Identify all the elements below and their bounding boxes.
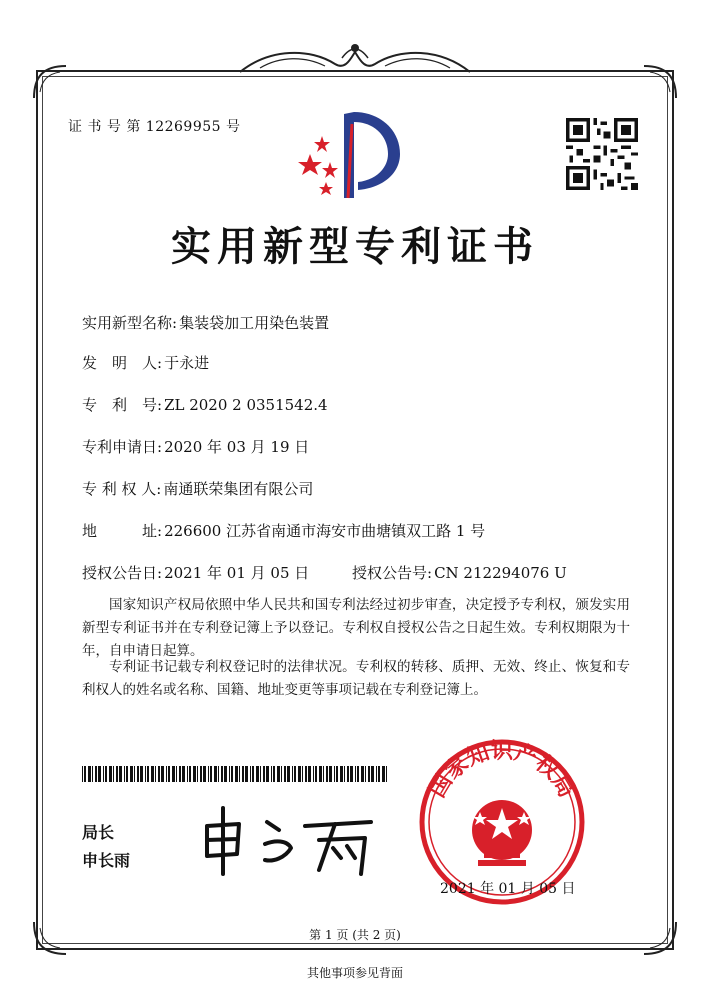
barcode-bar [355, 766, 356, 782]
field-label: 实用新型名称: [82, 314, 178, 332]
barcode-bar [82, 766, 83, 782]
barcode [82, 766, 390, 782]
field-label: 授权公告号: [352, 564, 433, 582]
barcode-bar [113, 766, 114, 782]
barcode-bar [214, 766, 217, 782]
barcode-bar [140, 766, 143, 782]
barcode-bar [323, 766, 324, 782]
barcode-bar [284, 766, 286, 782]
barcode-bar [179, 766, 181, 782]
barcode-bar [378, 766, 380, 782]
official-title: 局长 [82, 823, 115, 842]
barcode-bar [376, 766, 377, 782]
barcode-bar [252, 766, 254, 782]
field-value: 2020 年 03 月 19 日 [164, 438, 310, 456]
barcode-bar [357, 766, 359, 782]
barcode-bar [319, 766, 322, 782]
barcode-bar [134, 766, 135, 782]
barcode-bar [124, 766, 125, 782]
field-label: 地 址: [82, 522, 163, 540]
barcode-bar [371, 766, 374, 782]
field-label: 专 利 权 人: [82, 480, 162, 498]
barcode-bar [224, 766, 227, 782]
svg-text:国家知识产权局: 国家知识产权局 [425, 739, 579, 802]
field-value: 2021 年 01 月 05 日 [164, 564, 310, 582]
barcode-bar [292, 766, 293, 782]
page-number: 第 1 页 (共 2 页) [309, 928, 401, 942]
field-address [82, 520, 485, 541]
barcode-bar [116, 766, 118, 782]
patent-office-logo [296, 102, 416, 202]
barcode-bar [176, 766, 177, 782]
barcode-bar [200, 766, 202, 782]
field-value: 集装袋加工用染色装置 [179, 314, 330, 332]
footer-note: 其他事项参见背面 [306, 966, 403, 980]
barcode-bar [105, 766, 107, 782]
barcode-bar [109, 766, 112, 782]
barcode-bar [336, 766, 338, 782]
barcode-bar [315, 766, 317, 782]
field-announce-date [82, 562, 309, 583]
barcode-bar [308, 766, 311, 782]
field-inventor [82, 352, 209, 373]
seal-date: 2021 年 01 月 05 日 [440, 881, 576, 897]
barcode-bar [329, 766, 332, 782]
barcode-bar [166, 766, 167, 782]
barcode-bar [386, 766, 387, 782]
field-label: 授权公告日: [82, 564, 163, 582]
field-value: 于永进 [164, 354, 210, 372]
qr-code [566, 118, 638, 190]
barcode-bar [368, 766, 370, 782]
barcode-bar [229, 766, 230, 782]
barcode-bar [197, 766, 198, 782]
barcode-bar [266, 766, 269, 782]
barcode-bar [203, 766, 206, 782]
barcode-bar [250, 766, 251, 782]
barcode-bar [326, 766, 328, 782]
field-filing-date [82, 436, 309, 457]
barcode-bar [84, 766, 86, 782]
barcode-bar [158, 766, 160, 782]
field-value: 南通联荣集团有限公司 [163, 480, 314, 498]
barcode-bar [231, 766, 233, 782]
field-utility-name [82, 312, 329, 333]
corner-ornament-top-right [640, 62, 680, 102]
field-label: 专 利 号: [82, 396, 163, 414]
barcode-bar [151, 766, 154, 782]
field-label: 发 明 人: [82, 354, 163, 372]
barcode-bar [235, 766, 238, 782]
handwritten-signature [195, 800, 385, 880]
barcode-bar [298, 766, 301, 782]
barcode-bar [273, 766, 275, 782]
barcode-bar [350, 766, 353, 782]
barcode-bar [305, 766, 307, 782]
barcode-bar [260, 766, 261, 782]
barcode-bar [242, 766, 244, 782]
field-patent-number [82, 394, 328, 415]
barcode-bar [168, 766, 170, 782]
body-paragraph-2: 专利证书记载专利权登记时的法律状况。专利权的转移、质押、无效、终止、恢复和专利权人的姓名或名称、国籍、地址变更等事项记载在专利登记簿上。 [82, 659, 630, 698]
barcode-bar [98, 766, 101, 782]
barcode-bar [155, 766, 156, 782]
barcode-bar [187, 766, 188, 782]
barcode-bar [271, 766, 272, 782]
barcode-bar [189, 766, 191, 782]
barcode-bar [281, 766, 282, 782]
field-value: CN 212294076 U [434, 564, 567, 582]
barcode-bar [340, 766, 343, 782]
barcode-bar [92, 766, 93, 782]
barcode-bar [382, 766, 385, 782]
field-label: 专利申请日: [82, 438, 163, 456]
barcode-bar [302, 766, 303, 782]
field-patentee [82, 478, 313, 499]
barcode-bar [88, 766, 91, 782]
barcode-bar [126, 766, 128, 782]
barcode-bar [313, 766, 314, 782]
barcode-bar [137, 766, 139, 782]
official-name: 申长雨 [82, 851, 131, 870]
barcode-bar [245, 766, 248, 782]
barcode-bar [277, 766, 280, 782]
field-announce-number [352, 562, 567, 583]
barcode-bar [334, 766, 335, 782]
barcode-bar [365, 766, 366, 782]
barcode-bar [145, 766, 146, 782]
barcode-bar [95, 766, 97, 782]
barcode-bar [361, 766, 364, 782]
barcode-bar [193, 766, 196, 782]
corner-ornament-top-left [30, 62, 70, 102]
barcode-bar [208, 766, 209, 782]
barcode-bar [287, 766, 290, 782]
certificate-title: 实用新型专利证书 [171, 223, 539, 270]
barcode-bar [147, 766, 149, 782]
barcode-bar [256, 766, 259, 782]
barcode-bar [172, 766, 175, 782]
barcode-bar [221, 766, 223, 782]
barcode-bar [119, 766, 122, 782]
barcode-bar [239, 766, 240, 782]
barcode-bar [347, 766, 349, 782]
barcode-bar [182, 766, 185, 782]
barcode-bar [130, 766, 133, 782]
barcode-bar [103, 766, 104, 782]
body-paragraph-1: 国家知识产权局依照中华人民共和国专利法经过初步审查，决定授予专利权，颁发实用新型专利证书并在专利登记簿上予以登记。专利权自授权公告之日起生效。专利权期限为十年，自申请日起算。 [82, 597, 630, 659]
barcode-bar [161, 766, 164, 782]
barcode-bar [263, 766, 265, 782]
certificate-number: 证 书 号 第 12269955 号 [68, 119, 241, 135]
barcode-bar [218, 766, 219, 782]
field-value: 226600 江苏省南通市海安市曲塘镇双工路 1 号 [164, 522, 486, 540]
barcode-bar [294, 766, 296, 782]
top-ornament [230, 38, 480, 80]
barcode-bar [344, 766, 345, 782]
field-value: ZL 2020 2 0351542.4 [164, 396, 328, 414]
barcode-bar [210, 766, 212, 782]
